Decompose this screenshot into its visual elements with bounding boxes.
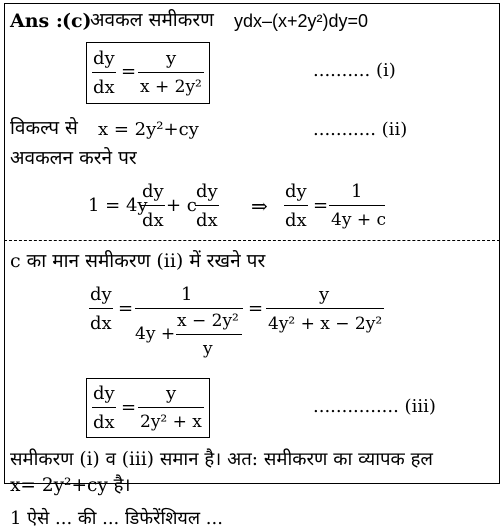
eq3-lhs-bar: [92, 407, 116, 408]
eq3-rhs-bar: [138, 407, 204, 408]
result-lhs-bar: [284, 205, 308, 206]
sub-lhs-bar: [89, 308, 113, 309]
diff-lhs: 1 = 4y: [88, 195, 148, 216]
sub-main-bar: [135, 308, 243, 309]
cut-off-next-line: [0, 486, 504, 529]
eq1-lhs-numerator: dy: [93, 48, 115, 69]
section-divider: [4, 240, 500, 241]
eq1-tag: .......... (i): [313, 60, 396, 81]
differential-equation: ydx–(x+2y²)dy=0: [234, 11, 369, 31]
result-rhs-bar: [329, 205, 385, 206]
eq1-rhs-fraction-bar: [138, 72, 204, 73]
cut-off-text: 1 ऐसे ... की ... डिफेरेंशियल ...: [10, 508, 223, 529]
result-numerator: 1: [351, 181, 363, 202]
sub-lhs-denominator: dx: [90, 313, 112, 334]
sub-inner-numerator: x − 2y²: [177, 311, 239, 331]
eq1-lhs-denominator: dx: [93, 77, 115, 98]
diff-fraction-bar-1: [141, 205, 165, 206]
option-expression: x = 2y²+cy: [98, 119, 199, 140]
result-dy: dy: [285, 181, 307, 202]
result-equals: =: [313, 195, 329, 216]
sub-equals-2: =: [248, 298, 264, 319]
implies-arrow: ⇒: [251, 194, 268, 218]
sub-lhs-numerator: dy: [90, 284, 112, 305]
eq3-rhs-numerator: y: [166, 383, 177, 404]
sub-inner-denominator: y: [203, 339, 213, 359]
eq3-equals: =: [121, 397, 137, 418]
sub-bar-2: [266, 308, 384, 309]
eq3-tag: ............... (iii): [313, 396, 436, 417]
intro-text: अवकल समीकरण: [90, 9, 214, 31]
sub-equals-1: =: [118, 298, 134, 319]
result-dx: dx: [285, 210, 307, 231]
answer-option: (c): [62, 10, 92, 32]
diff-fraction-bar-2: [195, 205, 219, 206]
sub-denominator-2: 4y² + x − 2y²: [268, 314, 383, 334]
conclusion-line-2: x= 2y²+cy है।: [10, 475, 131, 496]
eq1-rhs-numerator: y: [166, 48, 177, 69]
eq3-rhs-denominator: 2y² + x: [140, 412, 202, 432]
diff-dx-1: dx: [142, 210, 164, 231]
sub-numerator-2: y: [319, 284, 330, 305]
eq1-lhs-fraction-bar: [92, 72, 116, 73]
eq3-lhs-denominator: dx: [93, 412, 115, 433]
diff-dy-1: dy: [142, 181, 164, 202]
substitution-text: c का मान समीकरण (ii) में रखने पर: [10, 250, 266, 272]
eq1-rhs-denominator: x + 2y²: [140, 77, 202, 97]
eq1-equals: =: [121, 61, 137, 82]
differentiation-text: अवकलन करने पर: [10, 147, 137, 169]
diff-plus-c: + c: [166, 195, 197, 216]
sub-denominator-prefix: 4y +: [135, 324, 176, 344]
eq3-lhs-numerator: dy: [93, 383, 115, 404]
answer-label: Ans :: [10, 10, 63, 32]
sub-numerator-1: 1: [181, 284, 193, 305]
diff-dx-2: dx: [196, 210, 218, 231]
conclusion-line-1: समीकरण (i) व (iii) समान है। अत: समीकरण का व्यापक हल: [10, 449, 433, 470]
option-tag: ........... (ii): [313, 119, 408, 140]
option-text: विकल्प से: [10, 117, 78, 139]
result-denominator: 4y + c: [331, 210, 386, 230]
diff-dy-2: dy: [196, 181, 218, 202]
sub-inner-bar: [176, 334, 242, 335]
